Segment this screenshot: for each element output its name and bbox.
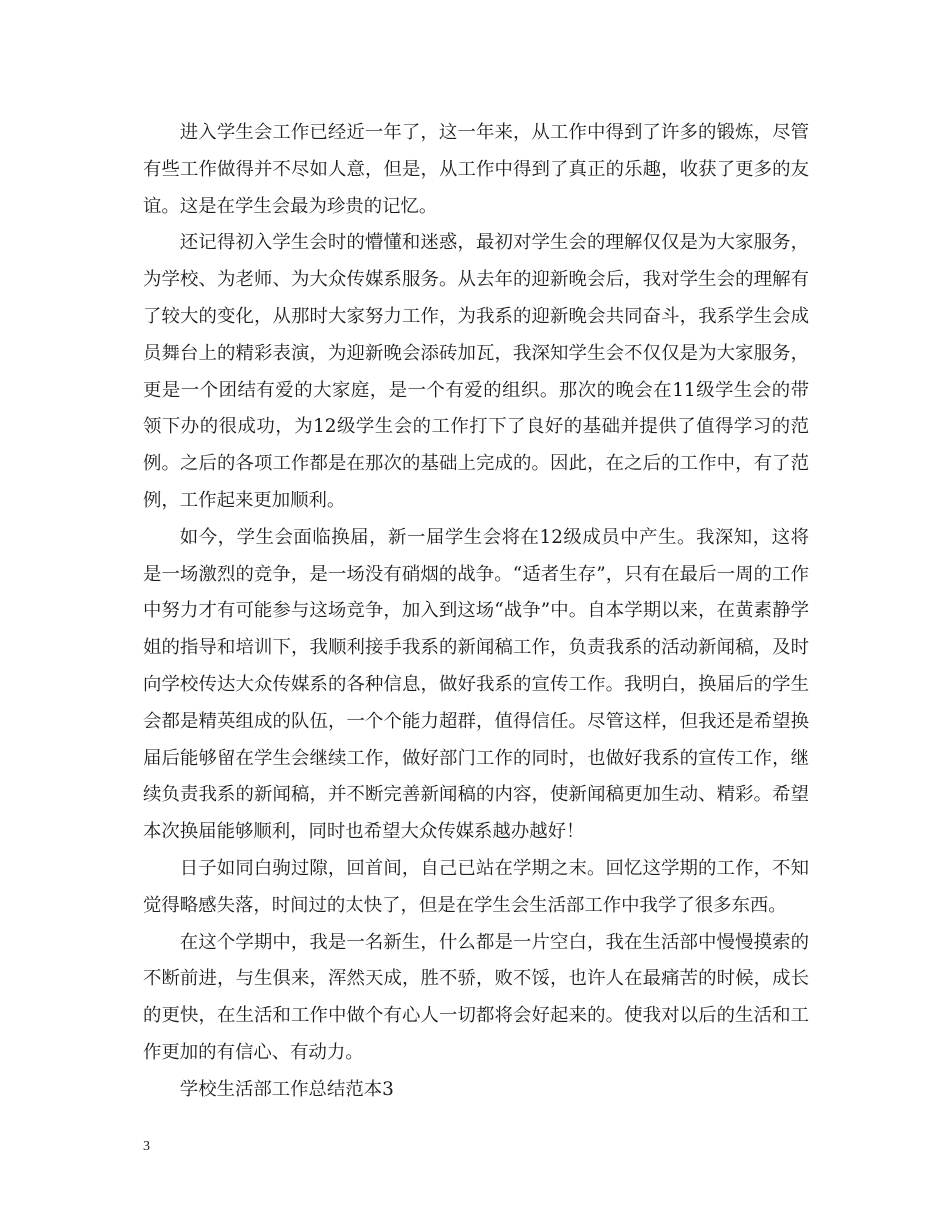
- page-number: 3: [143, 1139, 150, 1154]
- paragraph-3: 如今，学生会面临换届，新一届学生会将在12级成员中产生。我深知，这将是一场激烈的竞争，是一场没有硝烟的战争。“适者生存”，只有在最后一周的工作中努力才有可能参与这场竞争，加入到这场“战争”中。自本学期以来，在黄素静学姐的指导和培训下，我顺利接手我系的新闻稿工作，负责我系的活动新闻稿，及时向学校传达大众传媒系的各种信息，做好我系的宣传工作。我明白，换届后的学生会都是精英组成的队伍，一个个能力超群，值得信任。尽管这样，但我还是希望换届后能够留在学生会继续工作，做好部门工作的同时，也做好我系的宣传工作，继续负责我系的新闻稿，并不断完善新闻稿的内容，使新闻稿更加生动、精彩。希望本次换届能够顺利，同时也希望大众传媒系越办越好！: [143, 526, 809, 843]
- paragraph-4: 日子如同白驹过隙，回首间，自己已站在学期之末。回忆这学期的工作，不知觉得略感失落，时间过的太快了，但是在学生会生活部工作中我学了很多东西。: [143, 857, 809, 916]
- document-body: [143, 115, 809, 1109]
- paragraph-2: 还记得初入学生会时的懵懂和迷惑，最初对学生会的理解仅仅是为大家服务，为学校、为老师、为大众传媒系服务。从去年的迎新晚会后，我对学生会的理解有了较大的变化，从那时大家努力工作，为我系的迎新晚会共同奋斗，我系学生会成员舞台上的精彩表演，为迎新晚会添砖加瓦，我深知学生会不仅仅是为大家服务，更是一个团结有爱的大家庭，是一个有爱的组织。那次的晚会在11级学生会的带领下办的很成功，为12级学生会的工作打下了良好的基础并提供了值得学习的范例。之后的各项工作都是在那次的基础上完成的。因此，在之后的工作中，有了范例，工作起来更加顺利。: [143, 232, 809, 511]
- section-heading: 学校生活部工作总结范本3: [179, 1078, 394, 1100]
- paragraph-5: 在这个学期中，我是一名新生，什么都是一片空白，我在生活部中慢慢摸索的不断前进，与生俱来，浑然天成，胜不骄，败不馁，也许人在最痛苦的时候，成长的更快，在生活和工作中做个有心人一切都将会好起来的。使我对以后的生活和工作更加的有信心、有动力。: [143, 931, 809, 1063]
- paragraph-1: 进入学生会工作已经近一年了，这一年来，从工作中得到了许多的锻炼，尽管有些工作做得并不尽如人意，但是，从工作中得到了真正的乐趣，收获了更多的友谊。这是在学生会最为珍贵的记忆。: [143, 122, 809, 217]
